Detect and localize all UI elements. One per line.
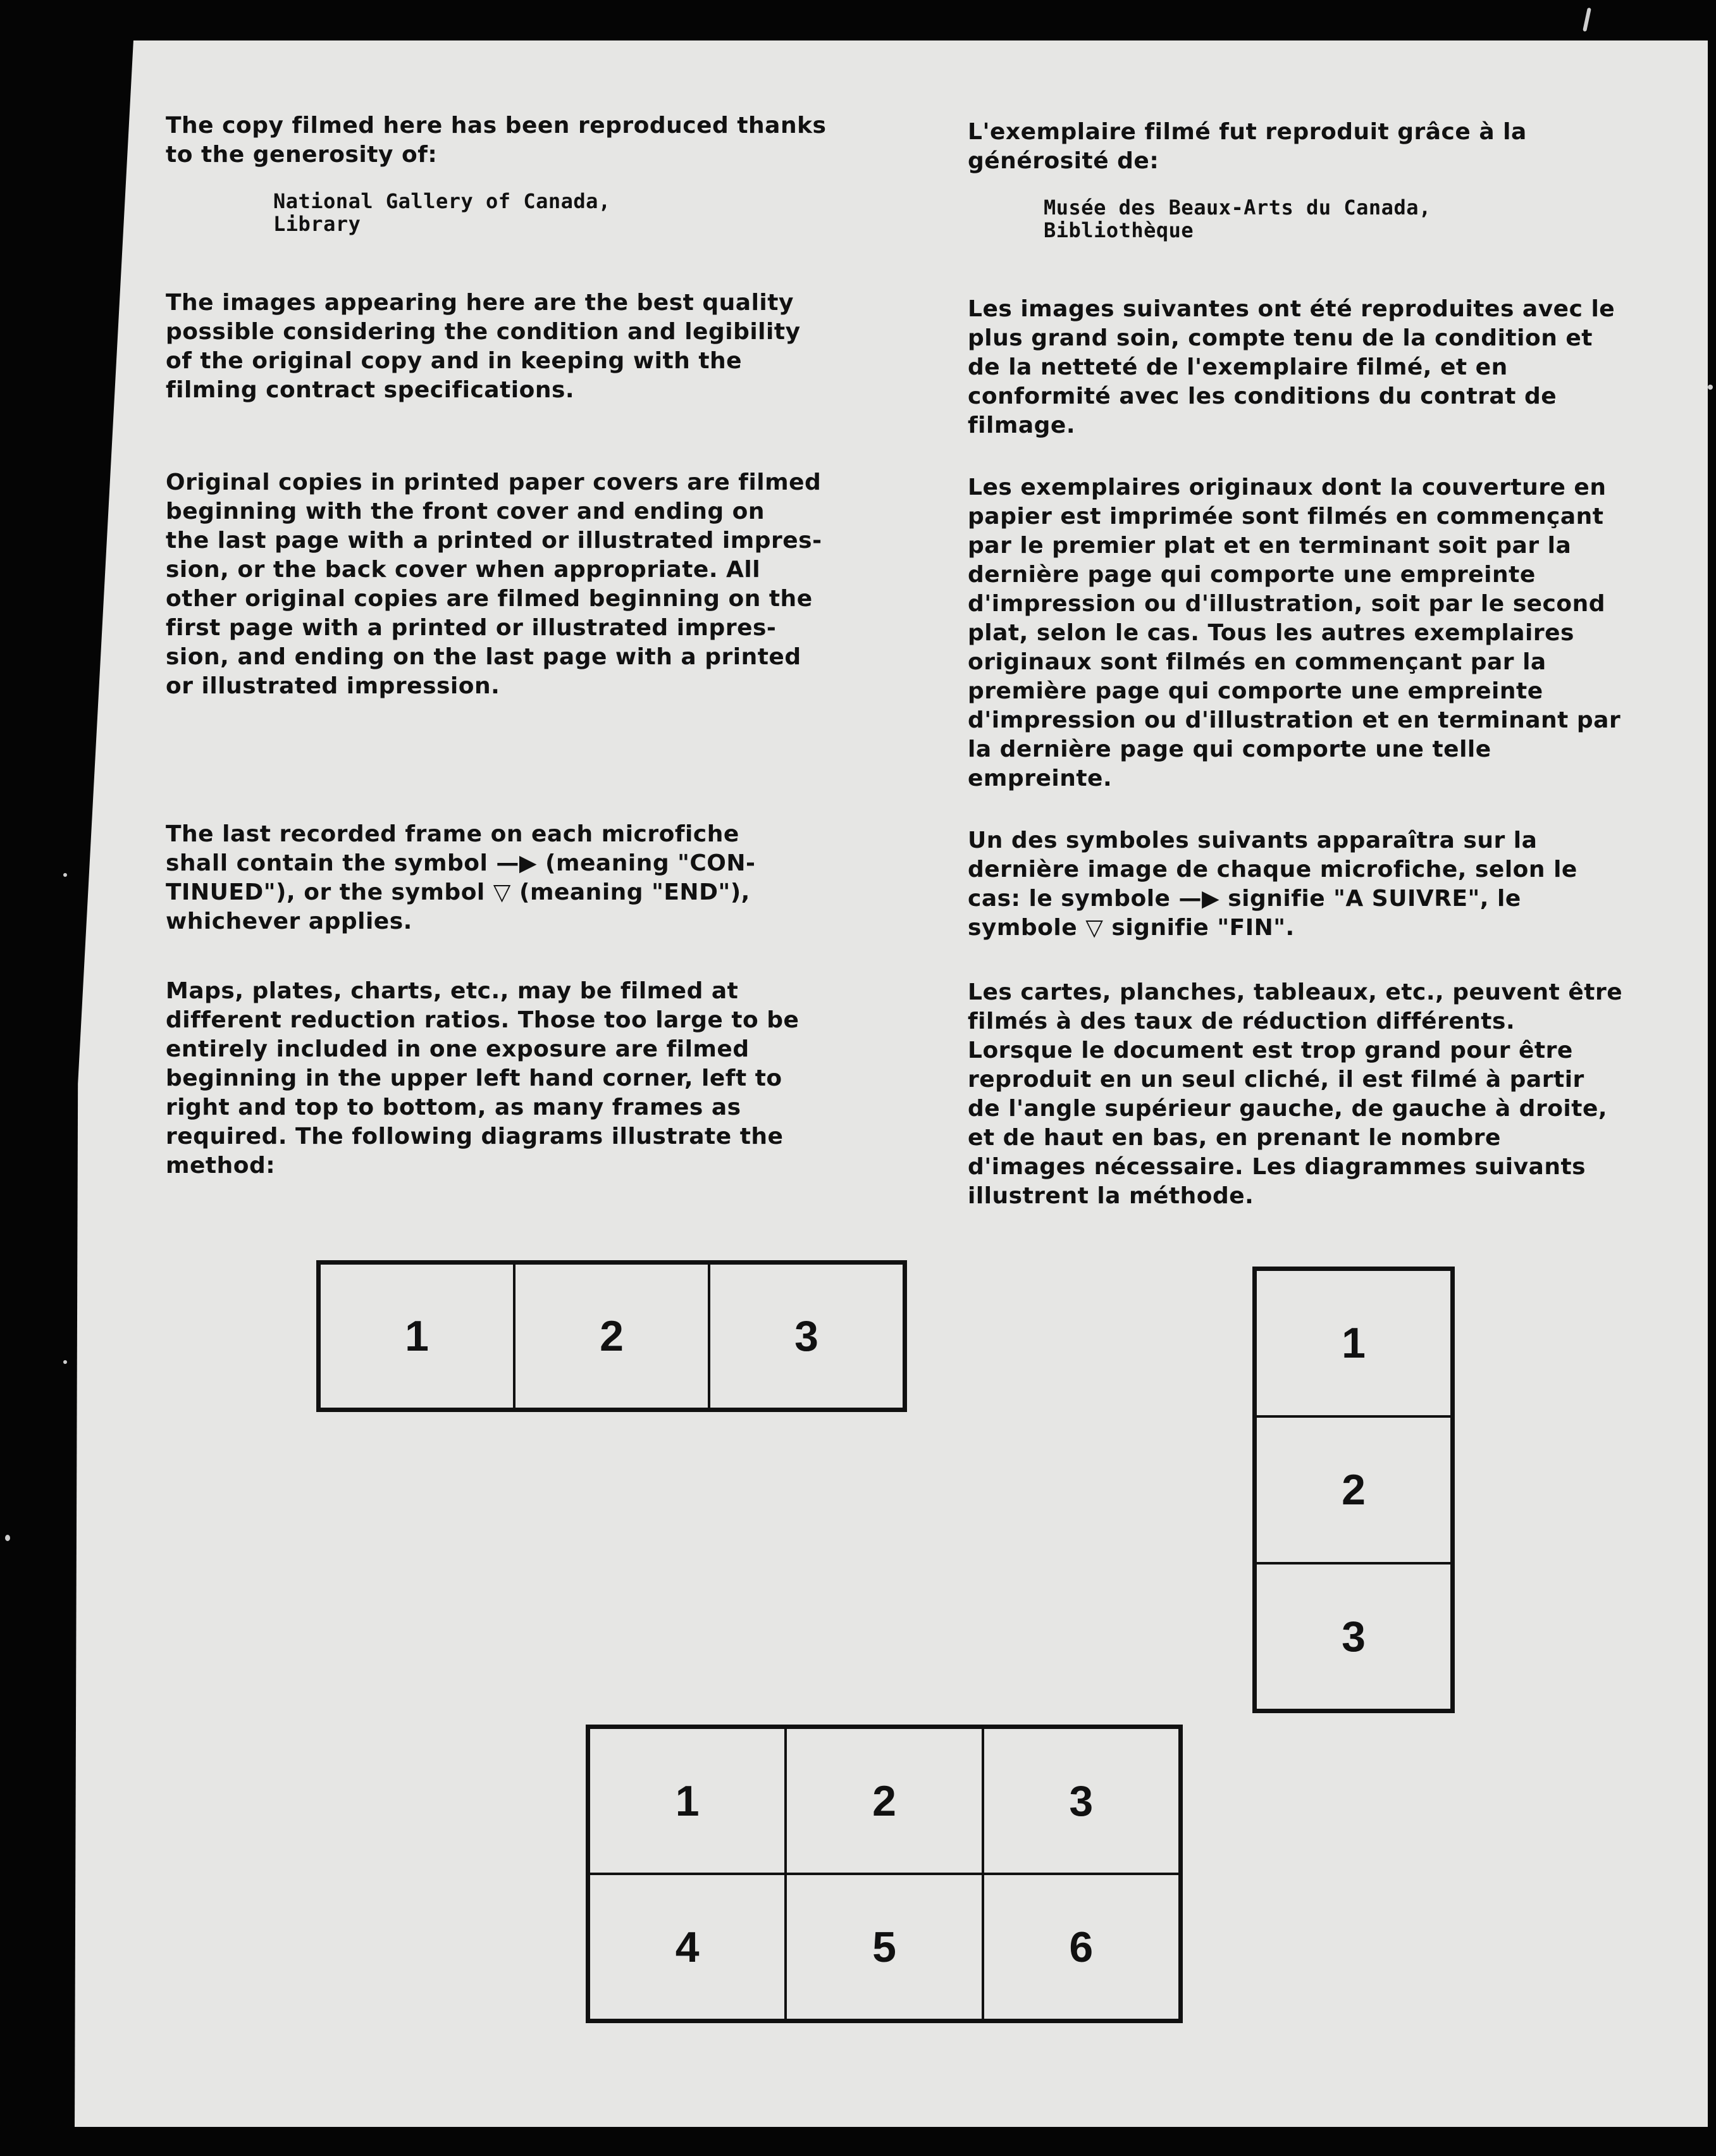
frame-cell: 1 — [319, 1263, 514, 1409]
en-institution-text: National Gallery of Canada, Library — [273, 189, 611, 236]
frame-cell: 3 — [983, 1728, 1180, 1874]
en-block-2 — [166, 288, 874, 405]
frame-cell: 4 — [589, 1874, 786, 2020]
fr-block-5 — [968, 978, 1664, 1211]
frame-cell: 2 — [786, 1728, 982, 1874]
diagram-horizontal — [316, 1260, 907, 1412]
fr-symbol-text: Un des symboles suivants apparaîtra sur la dernière image de chaque microfiche, selon le cas: le symbole —▶ signifie "A SUIVRE", le symbole ▽ signifie "FIN". — [968, 827, 1577, 941]
fr-block-3 — [968, 473, 1664, 793]
frame-cell: 1 — [1256, 1270, 1452, 1416]
en-quality-text: The images appearing here are the best quality possible considering the condition and legibility of the original copy and in keeping with the filming contract specifications. — [166, 290, 801, 403]
diagram-vertical — [1252, 1267, 1455, 1713]
fr-quality-text: Les images suivantes ont été reproduites avec le plus grand soin, compte tenu de la condition et de la netteté de l'exemplaire filmé, et en conformité avec les conditions du contrat de filmage. — [968, 296, 1615, 438]
frame-cell: 2 — [1256, 1416, 1452, 1563]
french-column — [968, 118, 1664, 176]
english-column — [166, 111, 874, 170]
scan-speck — [63, 873, 67, 877]
en-block-4 — [166, 820, 874, 936]
en-thanks-text: The copy filmed here has been reproduced thanks to the generosity of: — [166, 113, 827, 168]
en-original-copies-text: Original copies in printed paper covers are filmed beginning with the front cover and ending on the last page with a printed or illustrated impres- sion, or the back cover when appropriate. All other original copies are filmed beginning on the first page with a printed or illustrated impres- sion, and ending on the last page with a printed or illustrated impression. — [166, 469, 822, 699]
frame-cell: 3 — [1256, 1563, 1452, 1710]
scan-speck — [1708, 385, 1713, 390]
fr-original-copies-text: Les exemplaires originaux dont la couverture en papier est imprimée sont filmés en commençant par le premier plat et en terminant soit par la dernière page qui comporte une empreinte d'impression ou d'illustration, soit par le second plat, selon le cas. Tous les autres exemplaires originaux sont filmés en commençant par la première page qui comporte une empreinte d'impression ou d'illustration et en terminant par la dernière page qui comporte une telle empreinte. — [968, 474, 1621, 791]
frame-cell: 6 — [983, 1874, 1180, 2020]
en-block-3 — [166, 468, 874, 701]
en-block-5 — [166, 977, 874, 1180]
frame-cell: 3 — [709, 1263, 904, 1409]
en-symbol-text: The last recorded frame on each microfiche shall contain the symbol —▶ (meaning "CON- TINUED"), or the symbol ▽ (meaning "END"), whichever applies. — [166, 821, 756, 934]
frame-cell: 1 — [589, 1728, 786, 1874]
scan-speck — [1583, 8, 1591, 32]
fr-block-2 — [968, 295, 1664, 440]
fr-institution-text: Musée des Beaux-Arts du Canada, Bibliothèque — [1044, 195, 1431, 242]
fr-institution — [1044, 196, 1716, 242]
scan-speck — [63, 1360, 67, 1364]
fr-thanks-text: L'exemplaire filmé fut reproduit grâce à la générosité de: — [968, 119, 1527, 174]
fr-maps-text: Les cartes, planches, tableaux, etc., peuvent être filmés à des taux de réduction différents. Lorsque le document est trop grand pour être reproduit en un seul cliché, il est filmé à partir de l'angle supérieur gauche, de gauche à droite, et de haut en bas, en prenant le nombre d'images nécessaire. Les diagrammes suivants illustrent la méthode. — [968, 979, 1623, 1209]
frame-cell: 2 — [514, 1263, 709, 1409]
fr-block-4 — [968, 826, 1664, 943]
scan-speck — [5, 1535, 10, 1541]
en-institution — [273, 190, 982, 235]
en-maps-text: Maps, plates, charts, etc., may be filmed at different reduction ratios. Those too large to be entirely included in one exposure are filmed beginning in the upper left hand corner, left to right and top to bottom, as many frames as required. The following diagrams illustrate the method: — [166, 978, 799, 1179]
diagram-grid — [586, 1725, 1183, 2023]
frame-cell: 5 — [786, 1874, 982, 2020]
